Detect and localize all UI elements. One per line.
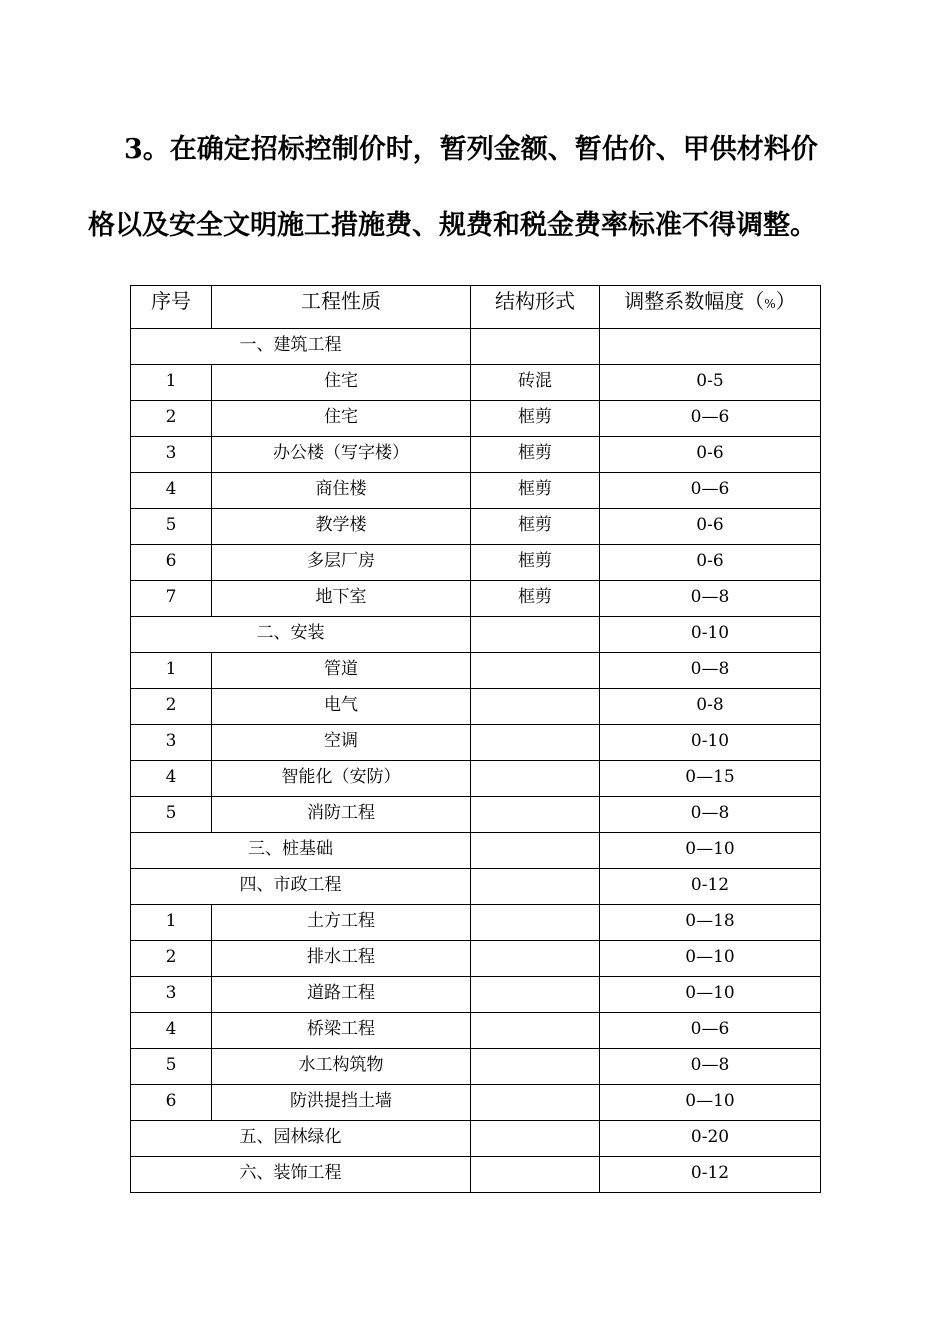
paragraph-line-2: 格以及安全文明施工措施费、规费和税金费率标准不得调整。 xyxy=(88,210,817,241)
row-index: 6 xyxy=(131,1085,212,1121)
row-structure xyxy=(471,653,600,689)
row-index: 7 xyxy=(131,581,212,617)
header-structure: 结构形式 xyxy=(471,286,600,329)
header-range-suffix: ） xyxy=(775,289,796,313)
row-index: 3 xyxy=(131,725,212,761)
row-nature: 土方工程 xyxy=(212,905,471,941)
row-index: 3 xyxy=(131,977,212,1013)
row-index: 3 xyxy=(131,437,212,473)
table-row xyxy=(131,581,821,617)
table-row xyxy=(131,473,821,509)
row-structure: 砖混 xyxy=(471,365,600,401)
row-range: 0—10 xyxy=(600,1085,821,1121)
row-range: 0-6 xyxy=(600,545,821,581)
section-row xyxy=(131,329,821,365)
table-row xyxy=(131,797,821,833)
row-nature: 住宅 xyxy=(212,401,471,437)
table-row xyxy=(131,401,821,437)
table-row xyxy=(131,1085,821,1121)
row-range: 0—8 xyxy=(600,653,821,689)
row-range: 0-5 xyxy=(600,365,821,401)
row-index: 5 xyxy=(131,797,212,833)
row-index: 1 xyxy=(131,653,212,689)
row-index: 4 xyxy=(131,761,212,797)
row-index: 1 xyxy=(131,365,212,401)
section-label: 一、建筑工程 xyxy=(131,329,471,365)
row-index: 1 xyxy=(131,905,212,941)
table-row xyxy=(131,941,821,977)
row-range: 0-20 xyxy=(600,1121,821,1157)
row-range: 0—6 xyxy=(600,473,821,509)
section-label: 二、安装 xyxy=(131,617,471,653)
row-structure xyxy=(471,905,600,941)
row-range: 0-6 xyxy=(600,437,821,473)
row-index: 4 xyxy=(131,473,212,509)
row-structure xyxy=(471,833,600,869)
table-row xyxy=(131,545,821,581)
row-nature: 道路工程 xyxy=(212,977,471,1013)
row-nature: 住宅 xyxy=(212,365,471,401)
row-structure xyxy=(471,761,600,797)
section-label: 三、桩基础 xyxy=(131,833,471,869)
row-nature: 排水工程 xyxy=(212,941,471,977)
row-range: 0-12 xyxy=(600,869,821,905)
row-index: 2 xyxy=(131,401,212,437)
row-structure: 框剪 xyxy=(471,509,600,545)
row-range: 0—6 xyxy=(600,1013,821,1049)
row-nature: 管道 xyxy=(212,653,471,689)
row-nature: 水工构筑物 xyxy=(212,1049,471,1085)
table-row xyxy=(131,725,821,761)
table-row xyxy=(131,509,821,545)
row-nature: 智能化（安防） xyxy=(212,761,471,797)
row-structure: 框剪 xyxy=(471,581,600,617)
table-row xyxy=(131,905,821,941)
table-row xyxy=(131,653,821,689)
table-row xyxy=(131,1049,821,1085)
row-structure: 框剪 xyxy=(471,473,600,509)
row-structure xyxy=(471,869,600,905)
row-index: 6 xyxy=(131,545,212,581)
row-range: 0—10 xyxy=(600,833,821,869)
row-range: 0—10 xyxy=(600,941,821,977)
row-range: 0-10 xyxy=(600,617,821,653)
row-nature: 桥梁工程 xyxy=(212,1013,471,1049)
row-structure: 框剪 xyxy=(471,401,600,437)
row-structure xyxy=(471,1157,600,1193)
row-nature: 消防工程 xyxy=(212,797,471,833)
table-row xyxy=(131,761,821,797)
row-range: 0—10 xyxy=(600,977,821,1013)
header-range xyxy=(600,286,821,329)
section-label: 四、市政工程 xyxy=(131,869,471,905)
row-structure xyxy=(471,329,600,365)
row-range: 0-8 xyxy=(600,689,821,725)
row-nature: 电气 xyxy=(212,689,471,725)
table-row xyxy=(131,689,821,725)
row-structure: 框剪 xyxy=(471,545,600,581)
header-nature: 工程性质 xyxy=(212,286,471,329)
row-range: 0-10 xyxy=(600,725,821,761)
row-structure xyxy=(471,977,600,1013)
adjustment-coefficient-table xyxy=(130,285,821,1193)
header-range-prefix: 调整系数幅度（ xyxy=(624,289,765,313)
row-index: 4 xyxy=(131,1013,212,1049)
section-label: 五、园林绿化 xyxy=(131,1121,471,1157)
row-structure xyxy=(471,1121,600,1157)
row-index: 5 xyxy=(131,1049,212,1085)
row-range xyxy=(600,329,821,365)
section-row xyxy=(131,617,821,653)
table-row xyxy=(131,365,821,401)
row-index: 2 xyxy=(131,941,212,977)
row-structure xyxy=(471,725,600,761)
header-range-unit: % xyxy=(764,297,776,311)
row-range: 0—8 xyxy=(600,797,821,833)
row-range: 0-6 xyxy=(600,509,821,545)
row-structure xyxy=(471,797,600,833)
row-nature: 地下室 xyxy=(212,581,471,617)
row-structure xyxy=(471,1085,600,1121)
header-index: 序号 xyxy=(131,286,212,329)
row-nature: 办公楼（写字楼） xyxy=(212,437,471,473)
row-nature: 防洪提挡土墙 xyxy=(212,1085,471,1121)
row-nature: 商住楼 xyxy=(212,473,471,509)
row-range: 0—8 xyxy=(600,1049,821,1085)
row-structure xyxy=(471,617,600,653)
row-range: 0—15 xyxy=(600,761,821,797)
section-row xyxy=(131,1157,821,1193)
table-header-row xyxy=(131,286,821,329)
row-index: 2 xyxy=(131,689,212,725)
row-range: 0—6 xyxy=(600,401,821,437)
table-row xyxy=(131,437,821,473)
table-row xyxy=(131,977,821,1013)
row-range: 0—8 xyxy=(600,581,821,617)
row-range: 0-12 xyxy=(600,1157,821,1193)
row-nature: 多层厂房 xyxy=(212,545,471,581)
paragraph-line-1: 3。在确定招标控制价时，暂列金额、暂估价、甲供材料价 xyxy=(124,134,818,165)
row-nature: 教学楼 xyxy=(212,509,471,545)
row-structure xyxy=(471,1013,600,1049)
section-row xyxy=(131,833,821,869)
section-row xyxy=(131,869,821,905)
row-structure xyxy=(471,941,600,977)
section-label: 六、装饰工程 xyxy=(131,1157,471,1193)
section-row xyxy=(131,1121,821,1157)
row-structure xyxy=(471,689,600,725)
row-structure xyxy=(471,1049,600,1085)
row-structure: 框剪 xyxy=(471,437,600,473)
table-body xyxy=(131,286,821,1193)
row-range: 0—18 xyxy=(600,905,821,941)
table-row xyxy=(131,1013,821,1049)
row-nature: 空调 xyxy=(212,725,471,761)
row-index: 5 xyxy=(131,509,212,545)
